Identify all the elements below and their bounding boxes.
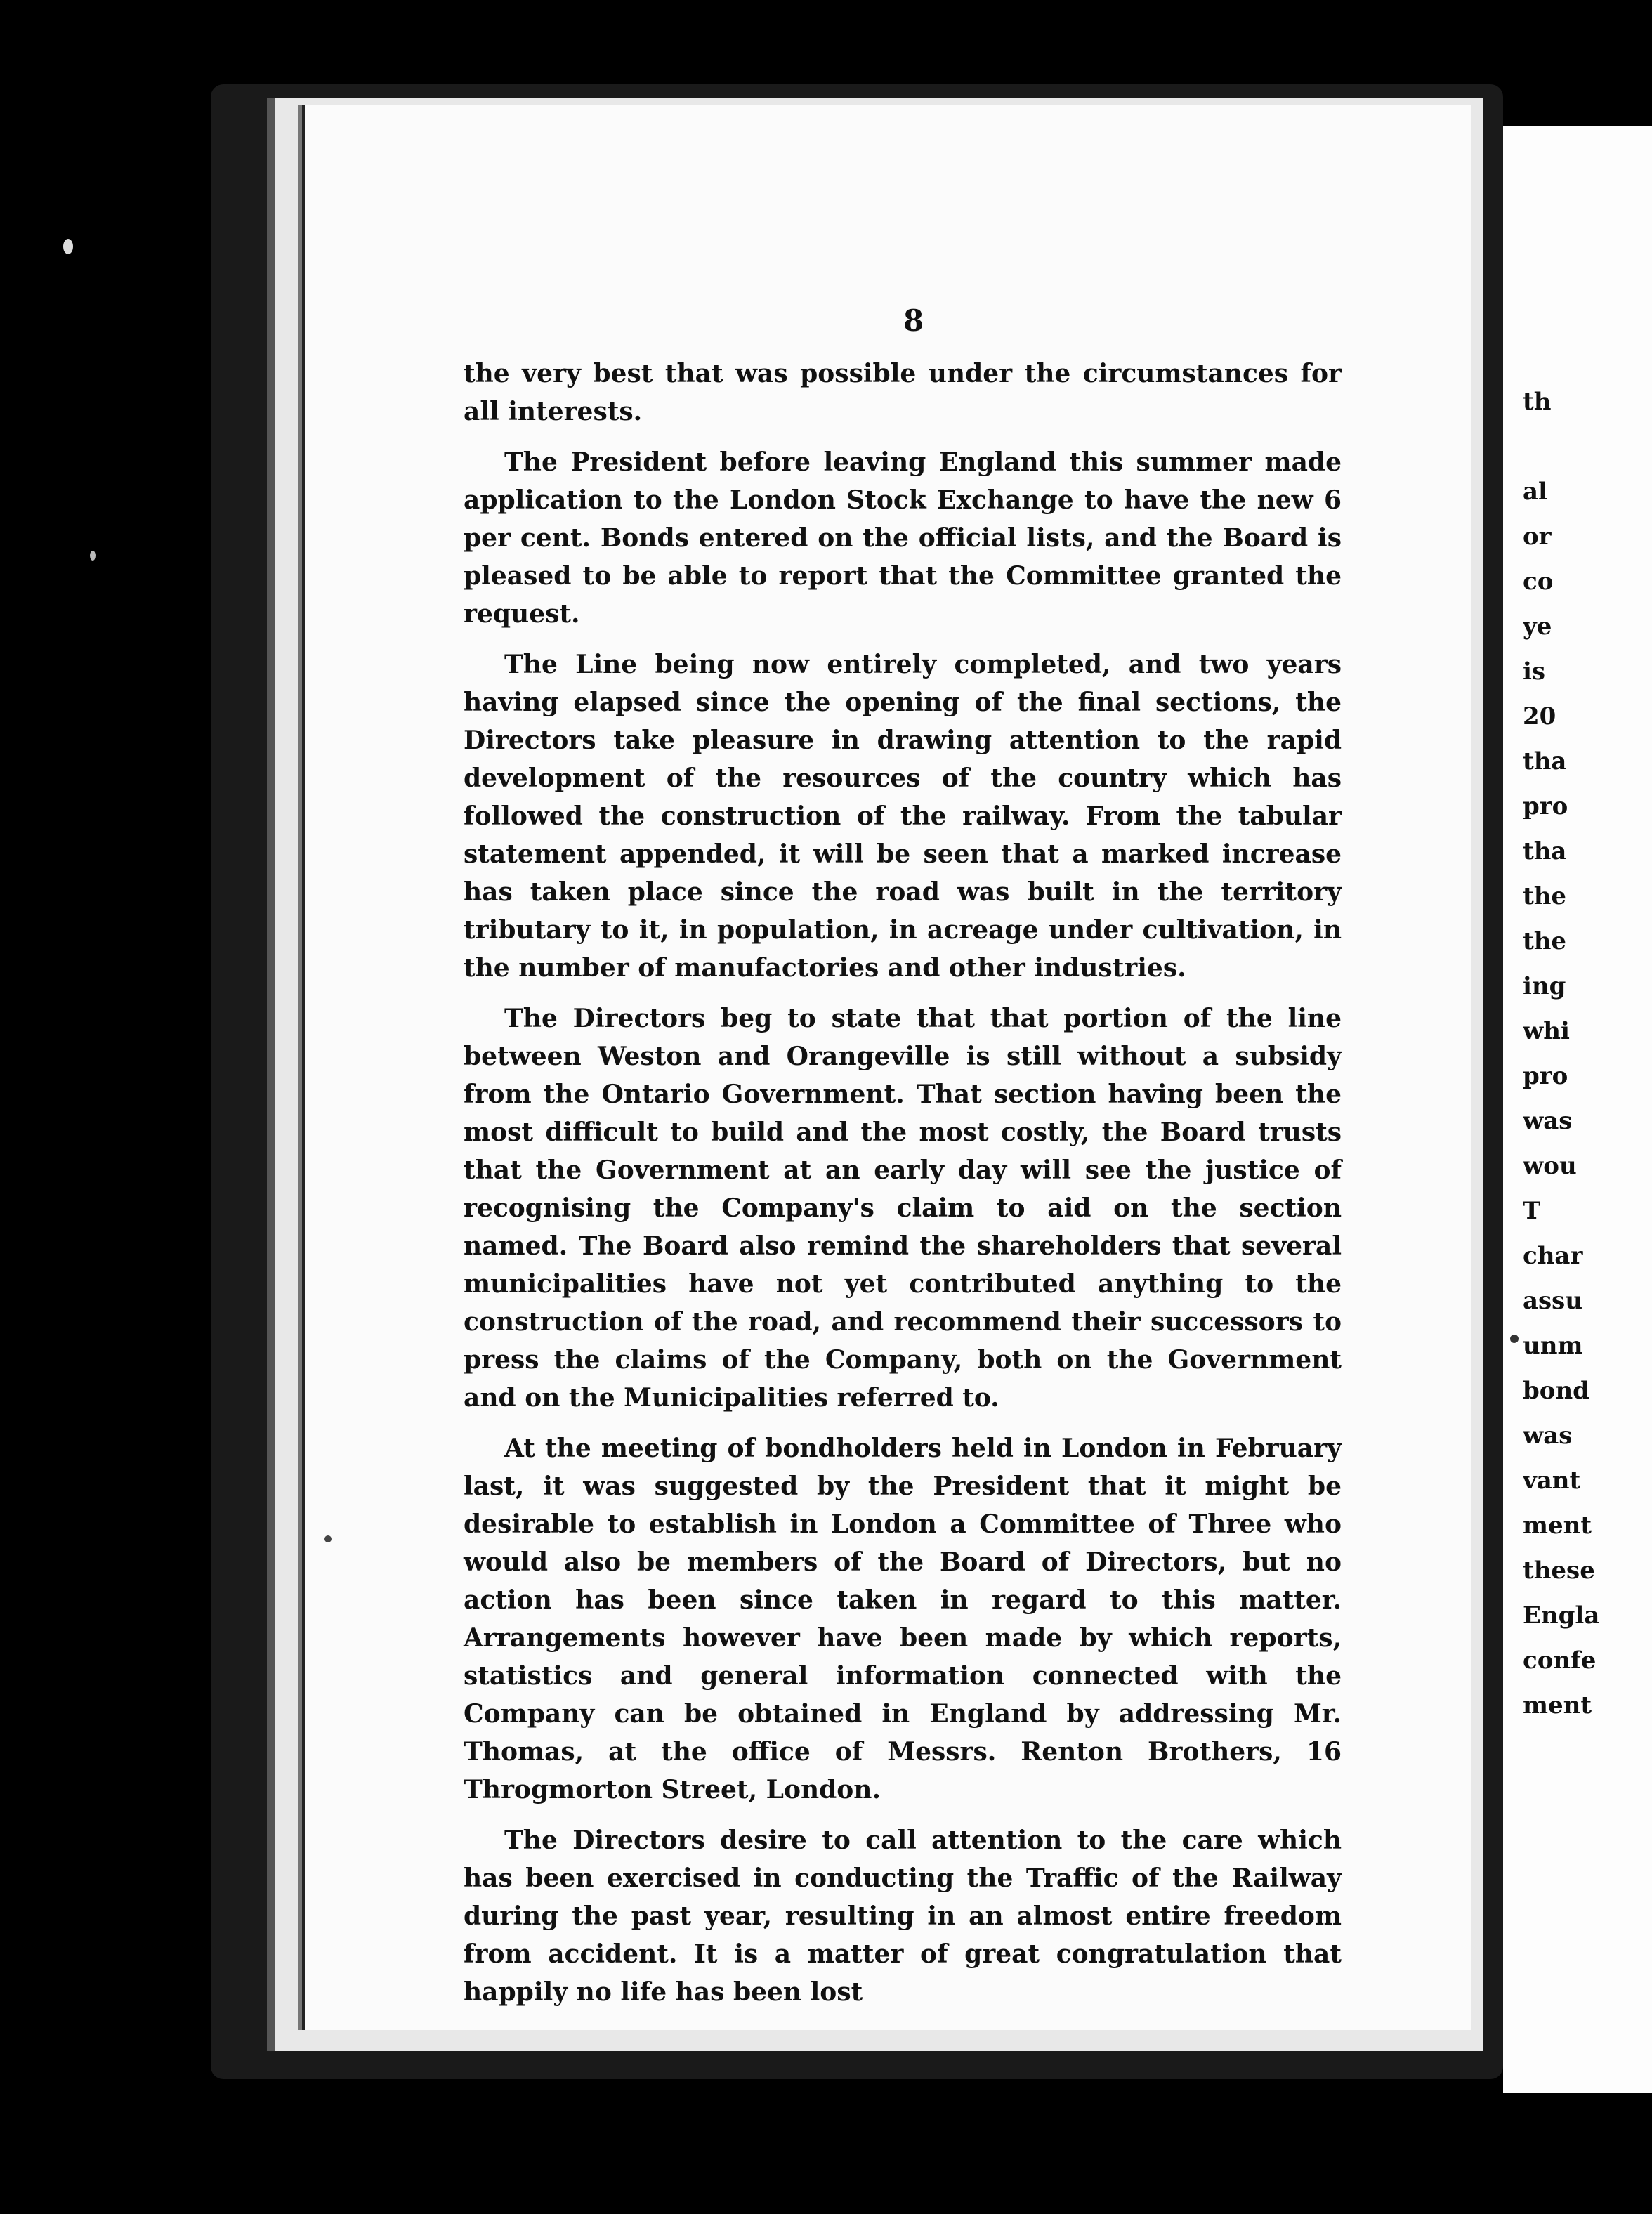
facing-line: or	[1523, 523, 1552, 551]
facing-line: pro	[1523, 792, 1568, 820]
facing-line: char	[1523, 1242, 1583, 1270]
facing-line: these	[1523, 1557, 1595, 1585]
facing-line: vant	[1523, 1467, 1581, 1495]
paragraph: The Line being now entirely completed, and two years having elapsed since the opening of the final sections, the Directors take pleasure in drawing attention to the rapid development of the resources of the country which has followed the construction of the railway. From the tabular statement appended, it will be seen that a marked increase has taken place since the road was built in the territory tributary to it, in population, in acreage under cultivation, in the number of manufactories and other industries.	[464, 650, 1342, 983]
facing-line: whi	[1523, 1017, 1570, 1045]
scan-speck	[1510, 1335, 1519, 1343]
scan-speck	[90, 551, 96, 561]
paragraph: At the meeting of bondholders held in London in February last, it was suggested by the President that it might be desirable to establish in London a Committee of Three who would also be members of the Board of Directors, but no action has been since taken in regard to this matter. Arrangements however have been made by which reports, statistics and general information connected with the Company can be obtained in England by addressing Mr. Thomas, at the office of Messrs. Renton Brothers, 16 Throgmorton Street, London.	[464, 1434, 1342, 1804]
facing-line: 20	[1523, 702, 1556, 731]
facing-page-text	[1523, 379, 1652, 1728]
facing-line: ye	[1523, 613, 1552, 641]
paragraph: the very best that was possible under the circumstances for all interests.	[464, 359, 1342, 426]
facing-line: the	[1523, 882, 1567, 910]
facing-line: was	[1523, 1107, 1573, 1135]
facing-line: ing	[1523, 972, 1566, 1000]
facing-line: assu	[1523, 1287, 1583, 1315]
facing-line: ment	[1523, 1512, 1592, 1540]
facing-line: T	[1523, 1197, 1541, 1225]
facing-line	[1523, 424, 1652, 469]
facing-line: bond	[1523, 1377, 1589, 1405]
facing-line: pro	[1523, 1062, 1568, 1090]
page-number: 8	[903, 303, 924, 338]
facing-line: tha	[1523, 747, 1567, 775]
facing-line: wou	[1523, 1152, 1577, 1180]
facing-line: th	[1523, 388, 1552, 416]
facing-line: co	[1523, 568, 1554, 596]
facing-line: tha	[1523, 837, 1567, 865]
facing-line: confe	[1523, 1646, 1597, 1675]
scan-speck	[324, 1535, 332, 1542]
facing-line: the	[1523, 927, 1567, 955]
facing-line: unm	[1523, 1332, 1583, 1360]
facing-line: Engla	[1523, 1601, 1600, 1630]
paragraph: The Directors desire to call attention to the care which has been exercised in conducting the Traffic of the Railway during the past year, resulting in an almost entire freedom from accident. It is a matter of great congratulation that happily no life has been lost	[464, 1826, 1342, 2007]
facing-line: was	[1523, 1422, 1573, 1450]
facing-line: ment	[1523, 1691, 1592, 1720]
page-body	[464, 355, 1342, 2024]
scan-speck	[63, 239, 73, 254]
facing-line: al	[1523, 478, 1547, 506]
paragraph: The President before leaving England this summer made application to the London Stock Exchange to have the new 6 per cent. Bonds entered on the official lists, and the Board is pleased to be able to report that the Committee granted the request.	[464, 447, 1342, 629]
paragraph: The Directors beg to state that that portion of the line between Weston and Orangeville is still without a subsidy from the Ontario Government. That section having been the most difficult to build and the most costly, the Board trusts that the Government at an early day will see the justice of recognising the Company's claim to aid on the section named. The Board also remind the shareholders that several municipalities have not yet contributed anything to the construction of the road, and recommend their successors to press the claims of the Company, both on the Government and on the Municipalities referred to.	[464, 1004, 1342, 1413]
facing-line: is	[1523, 657, 1546, 686]
